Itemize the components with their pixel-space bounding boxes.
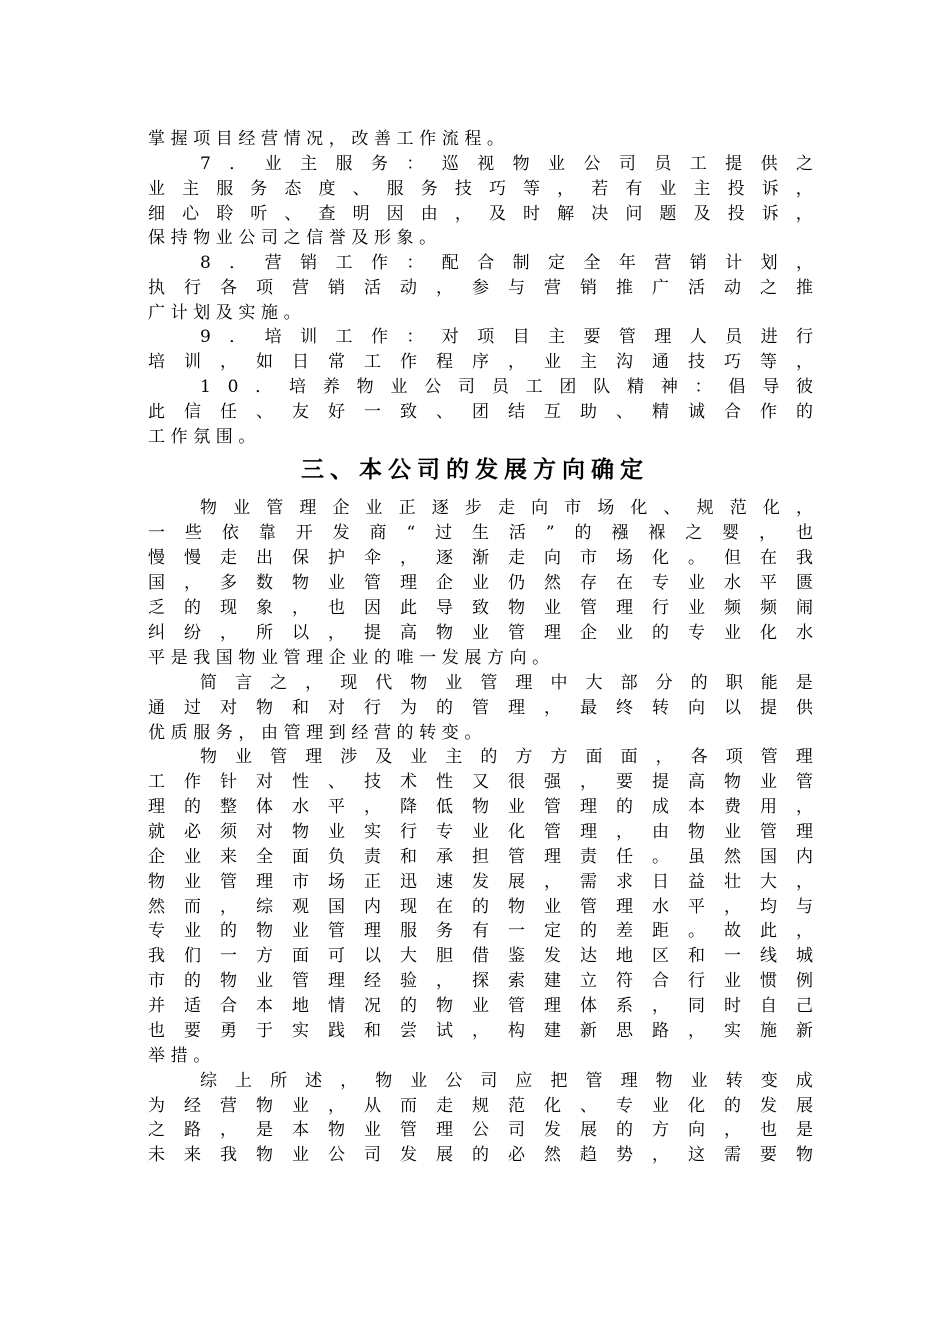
text-line: 慢 慢 走 出 保 护 伞 ， 逐 渐 走 向 市 场 化 。 但 在 我 [148, 548, 813, 568]
text-line: 优 质 服 务 ， 由 管 理 到 经 营 的 转 变 。 [148, 723, 482, 743]
text-line: 9 ． 培 训 工 作 ： 对 项 目 主 要 管 理 人 员 进 行 [200, 327, 813, 347]
text-line: 我 们 一 方 面 可 以 大 胆 借 鉴 发 达 地 区 和 一 线 城 [148, 946, 813, 966]
text-line: 一 些 依 靠 开 发 商 “ 过 生 活 ” 的 襁 褓 之 婴 ， 也 [148, 523, 813, 543]
text-line: 此 信 任 、 友 好 一 致 、 团 结 互 助 、 精 诚 合 作 的 [148, 402, 813, 422]
text-line: 乏 的 现 象 ， 也 因 此 导 致 物 业 管 理 行 业 频 频 闹 [148, 598, 813, 618]
text-line: 广 计 划 及 实 施 。 [148, 303, 301, 323]
section-heading: 三、本公司的发展方向确定 [301, 457, 649, 483]
text-line: 物 业 管 理 涉 及 业 主 的 方 方 面 面 ， 各 项 管 理 [200, 747, 813, 767]
text-line: 市 的 物 业 管 理 经 验 ， 探 索 建 立 符 合 行 业 惯 例 [148, 971, 813, 991]
text-line: 执 行 各 项 营 销 活 动 ， 参 与 营 销 推 广 活 动 之 推 [148, 278, 813, 298]
text-line: 通 过 对 物 和 对 行 为 的 管 理 ， 最 终 转 向 以 提 供 [148, 698, 813, 718]
text-line: 培 训 ， 如 日 常 工 作 程 序 ， 业 主 沟 通 技 巧 等 ， [148, 352, 813, 372]
text-line: 理 的 整 体 水 平 ， 降 低 物 业 管 理 的 成 本 费 用 ， [148, 797, 813, 817]
text-line: 8 ． 营 销 工 作 ： 配 合 制 定 全 年 营 销 计 划 ， [200, 253, 813, 273]
text-line: 然 而 ， 综 观 国 内 现 在 的 物 业 管 理 水 平 ， 均 与 [148, 897, 813, 917]
text-line: 之 路 ， 是 本 物 业 管 理 公 司 发 展 的 方 向 ， 也 是 [148, 1120, 813, 1140]
text-line: 企 业 来 全 面 负 责 和 承 担 管 理 责 任 。 虽 然 国 内 [148, 847, 813, 867]
text-line: 为 经 营 物 业 ， 从 而 走 规 范 化 、 专 业 化 的 发 展 [148, 1096, 813, 1116]
text-line: 1 0 ． 培 养 物 业 公 司 员 工 团 队 精 神 ： 倡 导 彼 [200, 377, 813, 397]
text-line: 举 措 。 [148, 1046, 211, 1066]
text-line: 专 业 的 物 业 管 理 服 务 有 一 定 的 差 距 。 故 此 ， [148, 921, 813, 941]
text-line: 并 适 合 本 地 情 况 的 物 业 管 理 体 系 ， 同 时 自 己 [148, 996, 813, 1016]
text-line: 物 业 管 理 市 场 正 迅 速 发 展 ， 需 求 日 益 壮 大 ， [148, 872, 813, 892]
text-line: 业 主 服 务 态 度 、 服 务 技 巧 等 ， 若 有 业 主 投 诉 ， [148, 179, 813, 199]
text-line: 未 来 我 物 业 公 司 发 展 的 必 然 趋 势 ， 这 需 要 物 [148, 1145, 813, 1165]
text-line: 就 必 须 对 物 业 实 行 专 业 化 管 理 ， 由 物 业 管 理 [148, 822, 813, 842]
text-line: 工 作 针 对 性 、 技 术 性 又 很 强 ， 要 提 高 物 业 管 [148, 772, 813, 792]
text-line: 物 业 管 理 企 业 正 逐 步 走 向 市 场 化 、 规 范 化 ， [200, 498, 813, 518]
text-line: 保 持 物 业 公 司 之 信 誉 及 形 象 。 [148, 228, 437, 248]
text-line: 纠 纷 ， 所 以 ， 提 高 物 业 管 理 企 业 的 专 业 化 水 [148, 623, 813, 643]
text-line: 国 ， 多 数 物 业 管 理 企 业 仍 然 存 在 专 业 水 平 匮 [148, 573, 813, 593]
text-line: 工 作 氛 围 。 [148, 427, 256, 447]
text-line: 掌 握 项 目 经 营 情 况 ， 改 善 工 作 流 程 。 [148, 129, 504, 149]
text-line: 简 言 之 ， 现 代 物 业 管 理 中 大 部 分 的 职 能 是 [200, 673, 813, 693]
text-line: 平 是 我 国 物 业 管 理 企 业 的 唯 一 发 展 方 向 。 [148, 648, 550, 668]
text-line: 也 要 勇 于 实 践 和 尝 试 ， 构 建 新 思 路 ， 实 施 新 [148, 1021, 813, 1041]
text-line: 7 ． 业 主 服 务 ： 巡 视 物 业 公 司 员 工 提 供 之 [200, 154, 813, 174]
text-line: 综 上 所 述 ， 物 业 公 司 应 把 管 理 物 业 转 变 成 [200, 1071, 813, 1091]
text-line: 细 心 聆 听 、 查 明 因 由 ， 及 时 解 决 问 题 及 投 诉 ， [148, 204, 813, 224]
